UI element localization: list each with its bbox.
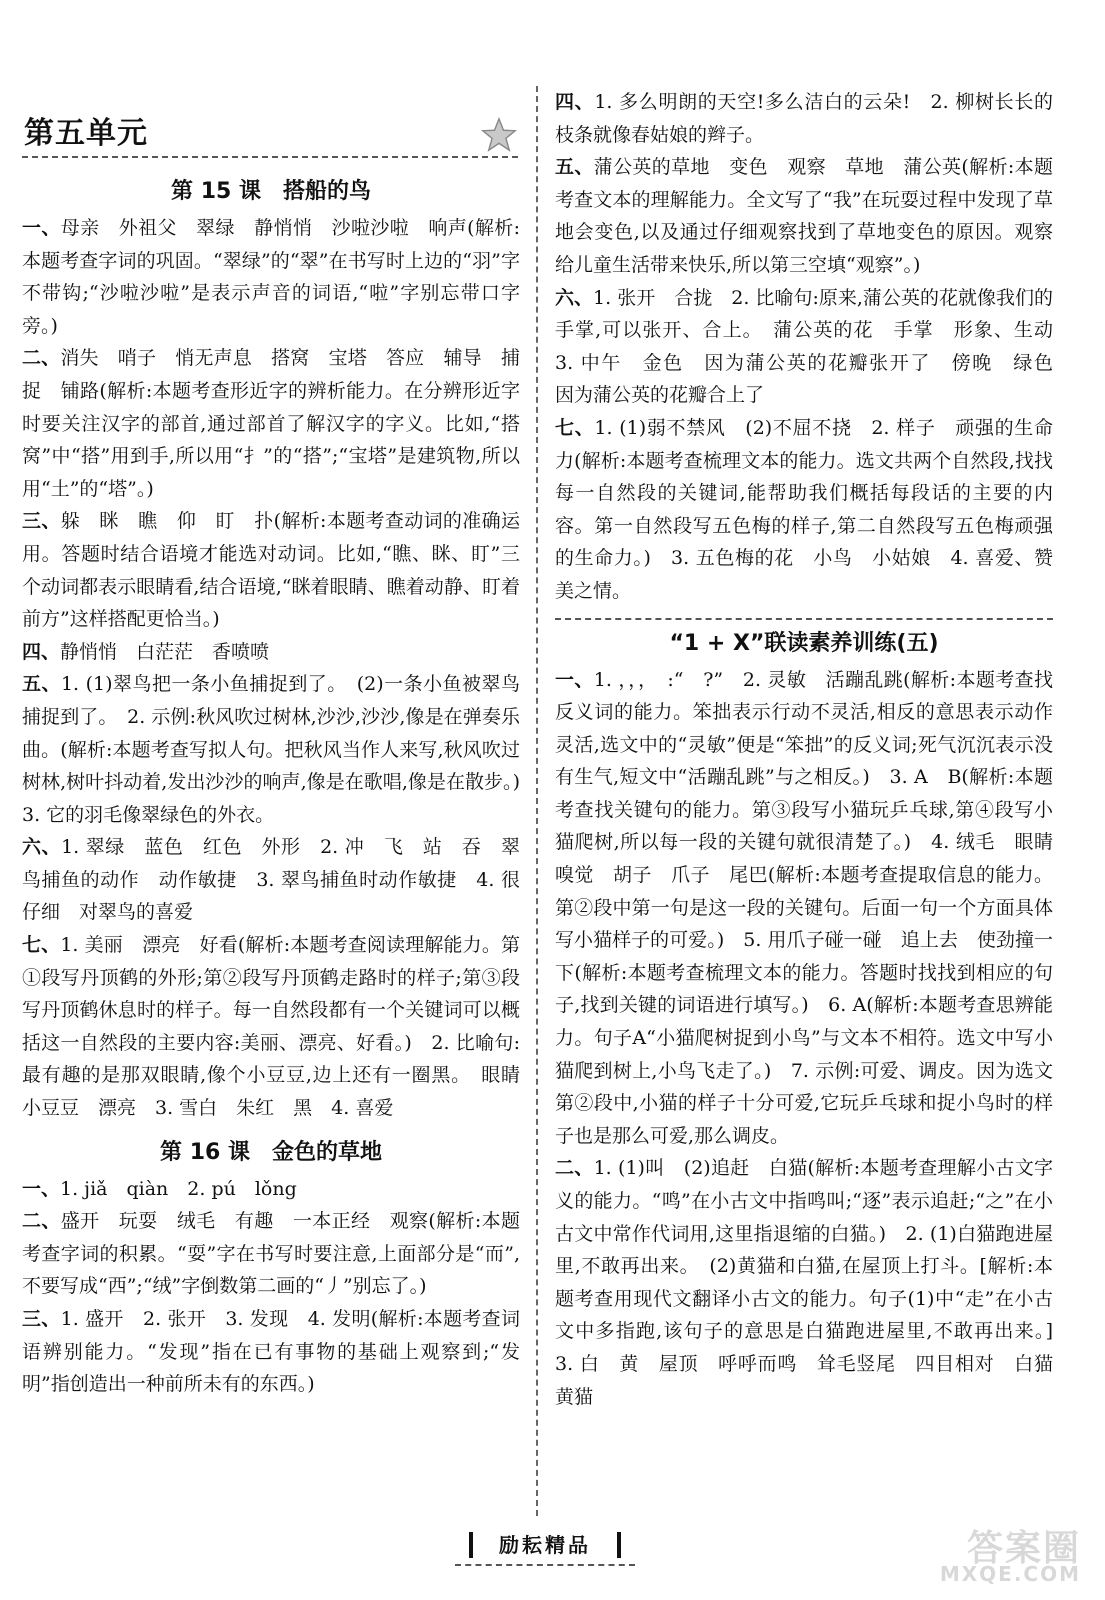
training-title: “1 + X”联读素养训练(五) bbox=[669, 630, 939, 656]
lesson16-item-5: 五、蒲公英的草地 变色 观察 草地 蒲公英(解析:本题考查文本的理解能力。全文写了“我”在玩耍过程中发现了草地会变色,以及通过仔细观察找到了草地变色的原因。观察给儿童生活带来快乐,所以第三空填“观察”。) bbox=[555, 156, 1053, 276]
lesson15-item-4: 四、静悄悄 白茫茫 香喷喷 bbox=[22, 640, 270, 663]
star-icon bbox=[480, 116, 518, 154]
page-footer bbox=[455, 1530, 635, 1562]
footer-divider bbox=[455, 1564, 635, 1566]
right-column bbox=[555, 86, 1073, 1413]
column-divider bbox=[536, 86, 538, 1516]
lesson15-item-5: 五、1. (1)翠鸟把一条小鱼捕捉到了。 (2)一条小鱼被翠鸟捕捉到了。 2. 示例:秋风吹过树林,沙沙,沙沙,像是在弹奏乐曲。(解析:本题考查写拟人句。把秋风当作人来写,秋风吹过树林,树叶抖动着,发出沙沙的响声,像是在歌唱,像是在散步。) 3. 它的羽毛像翠绿色的外衣。 bbox=[22, 673, 540, 826]
training-item-2: 二、1. (1)叫 (2)追赶 白猫(解析:本题考查理解小古文字义的能力。“鸣”在小古文中指鸣叫;“逐”表示追赶;“之”在小古文中常作代词用,这里指退缩的白猫。) 2. (1)白猫跑进屋里,不敢再出来。 (2)黄猫和白猫,在屋顶上打斗。[解析:本题考查用现代文翻译小古文的能力。句子(1)中“走”在小古文中多指跑,该句子的意思是白猫跑进屋里,不敢再出来。] 3. 白 黄 屋顶 呼呼而鸣 耸毛竖尾 四目相对 白猫 黄猫 bbox=[555, 1157, 1073, 1408]
lesson16-item-3: 三、1. 盛开 2. 张开 3. 发现 4. 发明(解析:本题考查词语辨别能力。“发现”指在已有事物的基础上观察到;“发明”指创造出一种前所未有的东西。) bbox=[22, 1308, 520, 1396]
lesson15-item-3: 三、躲 眯 瞧 仰 盯 扑(解析:本题考查动词的准确运用。答题时结合语境才能选对动词。比如,“瞧、眯、盯”三个动词都表示眼睛看,结合语境,“眯着眼睛、瞧着动静、盯着前方”这样搭配更恰当。) bbox=[22, 510, 520, 631]
section-divider bbox=[555, 618, 1053, 620]
unit-divider bbox=[22, 156, 518, 158]
training-item-1: 一、1. ，，， :“ ?” 2. 灵敏 活蹦乱跳(解析:本题考查找反义词的能力。笨拙表示行动不灵活,相反的意思表示动作灵活,选文中的“灵敏”便是“笨拙”的反义词;死气沉沉表示没有生气,短文中“活蹦乱跳”与之相反。) 3. A B(解析:本题考查找关键句的能力。第③段写小猫玩乒乓球,第④段写小猫爬树,所以每一段的关键句就很清楚了。) 4. 绒毛 眼睛 嗅觉 胡子 爪子 尾巴(解析:本题考查提取信息的能力。第②段中第一句是这一段的关键句。后面一句一个方面具体写小猫样子的可爱。) 5. 用爪子碰一碰 追上去 使劲撞一下(解析:本题考查梳理文本的能力。答题时找找到相应的句子,找到关键的词语进行填写。) 6. A(解析:本题考查思辨能力。句子A“小猫爬树捉到小鸟”与文本不相符。选文中写小猫爬到树上,小鸟飞走了。) 7. 示例:可爱、调皮。因为选文第②段中,小猫的样子十分可爱,它玩乒乓球和捉小鸟时的样子也是那么可爱,那么调皮。 bbox=[555, 668, 1073, 1147]
lesson-16-title: 第 16 课 金色的草地 bbox=[160, 1139, 382, 1165]
footer-brand: 励耘精品 bbox=[499, 1533, 591, 1557]
unit-title: 第五单元 bbox=[24, 116, 148, 151]
lesson15-item-6: 六、1. 翠绿 蓝色 红色 外形 2. 冲 飞 站 吞 翠鸟捕鱼的动作 动作敏捷 3. 翠鸟捕鱼时动作敏捷 4. 很仔细 对翠鸟的喜爱 bbox=[22, 836, 520, 924]
left-column bbox=[22, 168, 540, 1401]
footer-bar-right bbox=[617, 1532, 621, 1558]
watermark bbox=[927, 1520, 1087, 1586]
lesson16-item-7: 七、1. (1)弱不禁风 (2)不屈不挠 2. 样子 顽强的生命力(解析:本题考查梳理文本的能力。选文共两个自然段,找找每一自然段的关键词,能帮助我们概括每段话的主要的内容。第一自然段写五色梅的样子,第二自然段写五色梅顽强的生命力。) 3. 五色梅的花 小鸟 小姑娘 4. 喜爱、赞美之情。 bbox=[555, 416, 1053, 602]
lesson-15-title: 第 15 课 搭船的鸟 bbox=[171, 179, 371, 204]
lesson16-item-4: 四、1. 多么明朗的天空!多么洁白的云朵! 2. 柳树长长的枝条就像春姑娘的辫子。 bbox=[555, 91, 1053, 146]
lesson15-item-7: 七、1. 美丽 漂亮 好看(解析:本题考查阅读理解能力。第①段写丹顶鹤的外形;第②段写丹顶鹤走路时的样子;第③段写丹顶鹤休息时的样子。每一自然段都有一个关键词可以概括这一自然段的主要内容:美丽、漂亮、好看。) 2. 比喻句:最有趣的是那双眼睛,像个小豆豆,边上还有一圈黑。 眼睛 小豆豆 漂亮 3. 雪白 朱红 黑 4. 喜爱 bbox=[22, 934, 540, 1120]
lesson16-item-2: 二、盛开 玩耍 绒毛 有趣 一本正经 观察(解析:本题考查字词的积累。“耍”字在书写时要注意,上面部分是“而”,不要写成“西”;“绒”字倒数第二画的“丿”别忘了。) bbox=[22, 1210, 520, 1298]
lesson15-item-2: 二、消失 哨子 悄无声息 搭窝 宝塔 答应 辅导 捕捉 铺路(解析:本题考查形近字的辨析能力。在分辨形近字时要关注汉字的部首,通过部首了解汉字的字义。比如,“搭窝”中“搭”用到手,所以用“扌”的“搭”;“宝塔”是建筑物,所以用“土”的“塔”。) bbox=[22, 347, 520, 500]
lesson16-item-6: 六、1. 张开 合拢 2. 比喻句:原来,蒲公英的花就像我们的手掌,可以张开、合上。 蒲公英的花 手掌 形象、生动 3. 中午 金色 因为蒲公英的花瓣张开了 傍晚 绿色 因为蒲公英的花瓣合上了 bbox=[555, 286, 1073, 407]
lesson16-item-1: 一、1. jiǎ qiàn 2. pú lǒng bbox=[22, 1177, 297, 1200]
watermark-url: MXQE.COM bbox=[939, 1562, 1081, 1586]
footer-bar-left bbox=[469, 1532, 473, 1558]
lesson15-item-1: 一、母亲 外祖父 翠绿 静悄悄 沙啦沙啦 响声(解析:本题考查字词的巩固。“翠绿”的“翠”在书写时上边的“羽”字不带钩;“沙啦沙啦”是表示声音的词语,“啦”字别忘带口字旁。) bbox=[22, 217, 520, 337]
watermark-logo-text: 答案圈 bbox=[966, 1528, 1081, 1569]
